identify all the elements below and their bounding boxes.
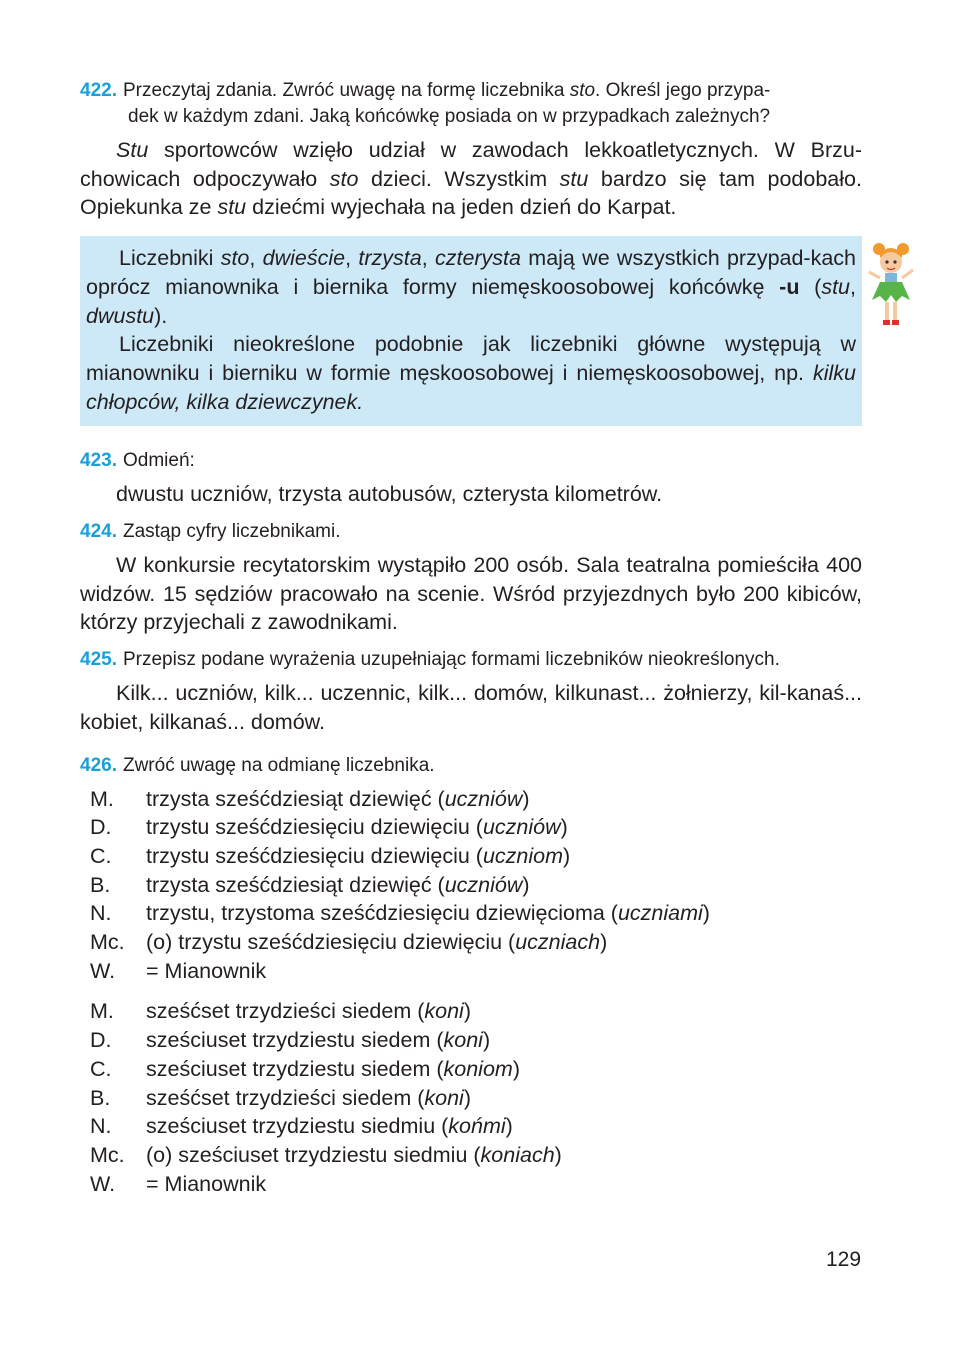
page-content <box>80 78 862 1198</box>
declension-form <box>146 842 570 871</box>
noun-form: koni <box>424 999 464 1024</box>
text-run: ). <box>154 303 168 328</box>
noun-form: uczniów <box>482 815 561 840</box>
exercise-number: 425. <box>80 649 117 671</box>
exercise-number: 424. <box>80 521 117 543</box>
table-gap <box>80 985 862 997</box>
noun-form: uczniów <box>444 786 523 811</box>
exercise-424-instruction <box>80 519 862 545</box>
text-run: sześćset trzydzieści siedem ( <box>146 999 425 1024</box>
declension-row <box>80 997 862 1026</box>
case-label: C. <box>90 843 112 868</box>
text-run: ) <box>512 1056 520 1081</box>
declension-row <box>80 957 862 986</box>
declension-form <box>146 957 266 986</box>
text-run: trzystu sześćdziesięciu dziewięciu ( <box>146 843 483 868</box>
text-run: ) <box>522 786 530 811</box>
instr-text: Przepisz podane wyrażenia uzupełniając formami liczebników nieokreślonych. <box>122 649 780 671</box>
text-run: ) <box>560 815 568 840</box>
rule-box <box>80 236 862 426</box>
declension-form <box>146 1084 471 1113</box>
case-label: N. <box>90 901 112 926</box>
declension-row <box>80 785 862 814</box>
italic-example: kilku chłopców, kilka dziewczynek. <box>86 360 856 414</box>
noun-form: koniach <box>480 1142 555 1167</box>
text-run: Liczebniki <box>119 246 221 271</box>
text-run: ) <box>702 901 710 926</box>
italic-word: czterysta <box>434 246 521 271</box>
text-run: , <box>850 274 856 299</box>
rule-paragraph-2 <box>86 330 856 416</box>
case-label: B. <box>90 872 111 897</box>
noun-form: uczniów <box>444 872 523 897</box>
case-label: W. <box>90 1171 116 1196</box>
noun-form: koniom <box>443 1056 513 1081</box>
noun-form: końmi <box>448 1114 506 1139</box>
instr-text: Przeczytaj zdania. Zwróć uwagę na formę liczebnika <box>122 80 570 101</box>
exercise-426-instruction <box>80 753 862 779</box>
exercise-425-text: Kilk... uczniów, kilk... uczennic, kilk... domów, kilkunast... żołnierzy, kil-kanaś... kobiet, kilkanaś... domów. <box>80 681 862 734</box>
declension-form <box>146 1112 513 1141</box>
declension-form <box>146 899 710 928</box>
text-run: trzystu, trzystoma sześćdziesięciu dziewięcioma ( <box>146 901 618 926</box>
declension-row <box>80 928 862 957</box>
text-run: , <box>345 246 359 271</box>
declension-row <box>80 842 862 871</box>
declension-form <box>146 928 607 957</box>
declension-row <box>80 1084 862 1113</box>
instr-text: Zwróć uwagę na odmianę liczebnika. <box>122 754 435 776</box>
declension-form <box>146 785 530 814</box>
case-label: C. <box>90 1056 112 1081</box>
text-run: ( <box>799 274 822 299</box>
declension-row <box>80 1055 862 1084</box>
italic-word: sto <box>220 246 250 271</box>
text-run: sześciuset trzydziestu siedem ( <box>146 1028 444 1053</box>
text-run: ) <box>505 1114 513 1139</box>
declension-form <box>146 1026 490 1055</box>
italic-word: stu <box>821 274 851 299</box>
text-run: , <box>421 246 435 271</box>
declension-form <box>146 1141 562 1170</box>
italic-word: sto <box>329 166 359 191</box>
noun-form: uczniom <box>482 843 564 868</box>
bold-ending: -u <box>779 274 800 299</box>
noun-form: uczniach <box>515 930 601 955</box>
case-label: B. <box>90 1085 111 1110</box>
fairy-illustration-icon <box>866 240 916 328</box>
exercise-423-text: dwustu uczniów, trzysta autobusów, czterysta kilometrów. <box>116 482 663 507</box>
case-label: D. <box>90 815 112 840</box>
text-run: mają we wszystkich przypad-kach oprócz mianownika i biernika formy niemęskoosobowej końcówkę <box>86 246 857 299</box>
declension-form <box>146 997 471 1026</box>
noun-form: koni <box>443 1028 483 1053</box>
exercise-422-instruction <box>80 78 862 130</box>
text-run: ) <box>554 1142 562 1167</box>
declension-row <box>80 1170 862 1199</box>
text-run: ) <box>463 999 472 1024</box>
instr-text: Odmień: <box>122 450 195 472</box>
case-label: M. <box>90 786 114 811</box>
exercise-425-instruction <box>80 647 862 673</box>
rule-paragraph-1 <box>86 244 856 330</box>
exercise-423-instruction <box>80 448 862 474</box>
text-run: trzystu sześćdziesięciu dziewięciu ( <box>146 815 483 840</box>
text-run: sześciuset trzydziestu siedem ( <box>146 1056 444 1081</box>
text-run: trzysta sześćdziesiąt dziewięć ( <box>146 786 445 811</box>
text-run: ) <box>563 843 571 868</box>
text-run: = Mianownik <box>146 958 267 983</box>
instr-text: . Określ jego przypa- <box>595 80 771 101</box>
case-label: M. <box>90 999 114 1024</box>
text-run: (o) trzystu sześćdziesięciu dziewięciu ( <box>146 930 516 955</box>
case-label: Mc. <box>90 930 125 955</box>
case-label: N. <box>90 1114 112 1139</box>
italic-word: Stu <box>116 138 149 162</box>
declension-row <box>80 1112 862 1141</box>
text-run: ) <box>522 872 530 897</box>
exercise-number: 422. <box>80 80 117 101</box>
text-run: dzieci. Wszystkim <box>358 166 560 191</box>
declension-form <box>146 1055 520 1084</box>
text-run: sześciuset trzydziestu siedmiu ( <box>146 1114 449 1139</box>
exercise-number: 423. <box>80 450 117 472</box>
text-run: dziećmi wyjechała na jeden dzień do Karpat. <box>246 195 677 220</box>
text-run: ) <box>482 1028 491 1053</box>
case-label: Mc. <box>90 1142 125 1167</box>
declension-row <box>80 1026 862 1055</box>
italic-word: stu <box>559 166 589 191</box>
declension-row <box>80 813 862 842</box>
exercise-424-text: W konkursie recytatorskim wystąpiło 200 osób. Sala teatralna pomieściła 400 widzów. 15 sędziów pracowało na scenie. Wśród przyjezdnych było 200 kibiców, którzy przyjechali z zawodnikami. <box>80 553 862 635</box>
page-number: 129 <box>826 1248 862 1271</box>
exercise-422-text <box>80 136 862 222</box>
text-run: sportowców wzięło udział w zawodach lekkoatletycznych. W Brzu-chowicach odpoczywało <box>80 138 862 191</box>
instr-text: Zastąp cyfry liczebnikami. <box>122 521 341 543</box>
declension-form <box>146 871 530 900</box>
text-run: ) <box>600 930 608 955</box>
italic-word: stu <box>217 195 247 220</box>
italic-word: trzysta <box>358 246 422 271</box>
declension-row <box>80 899 862 928</box>
declension-tables <box>80 785 862 1199</box>
instr-continuation: dek w każdym zdani. Jaką końcówkę posiada on w przypadkach zależnych? <box>128 106 771 127</box>
text-run: trzysta sześćdziesiąt dziewięć ( <box>146 872 445 897</box>
case-label: D. <box>90 1028 112 1053</box>
case-label: W. <box>90 958 116 983</box>
instr-italic: sto <box>569 80 596 101</box>
noun-form: uczniami <box>617 901 703 926</box>
text-run: ) <box>463 1085 472 1110</box>
declension-form <box>146 1170 266 1199</box>
exercise-number: 426. <box>80 754 117 776</box>
declension-form <box>146 813 568 842</box>
text-run: sześćset trzydzieści siedem ( <box>146 1085 425 1110</box>
declension-row <box>80 1141 862 1170</box>
text-run: bardzo się tam podobało. Opiekunka ze <box>80 166 862 220</box>
text-run: Liczebniki nieokreślone podobnie jak liczebniki główne występują w mianowniku i bierniku w formie męskoosobowej i niemęskoosobowej, np. <box>86 332 856 385</box>
italic-word: dwustu <box>86 303 155 328</box>
text-run: , <box>249 246 263 271</box>
noun-form: koni <box>424 1085 464 1110</box>
text-run: (o) sześciuset trzydziestu siedmiu ( <box>146 1142 481 1167</box>
italic-word: dwieście <box>262 246 346 271</box>
declension-row <box>80 871 862 900</box>
text-run: = Mianownik <box>146 1171 267 1196</box>
